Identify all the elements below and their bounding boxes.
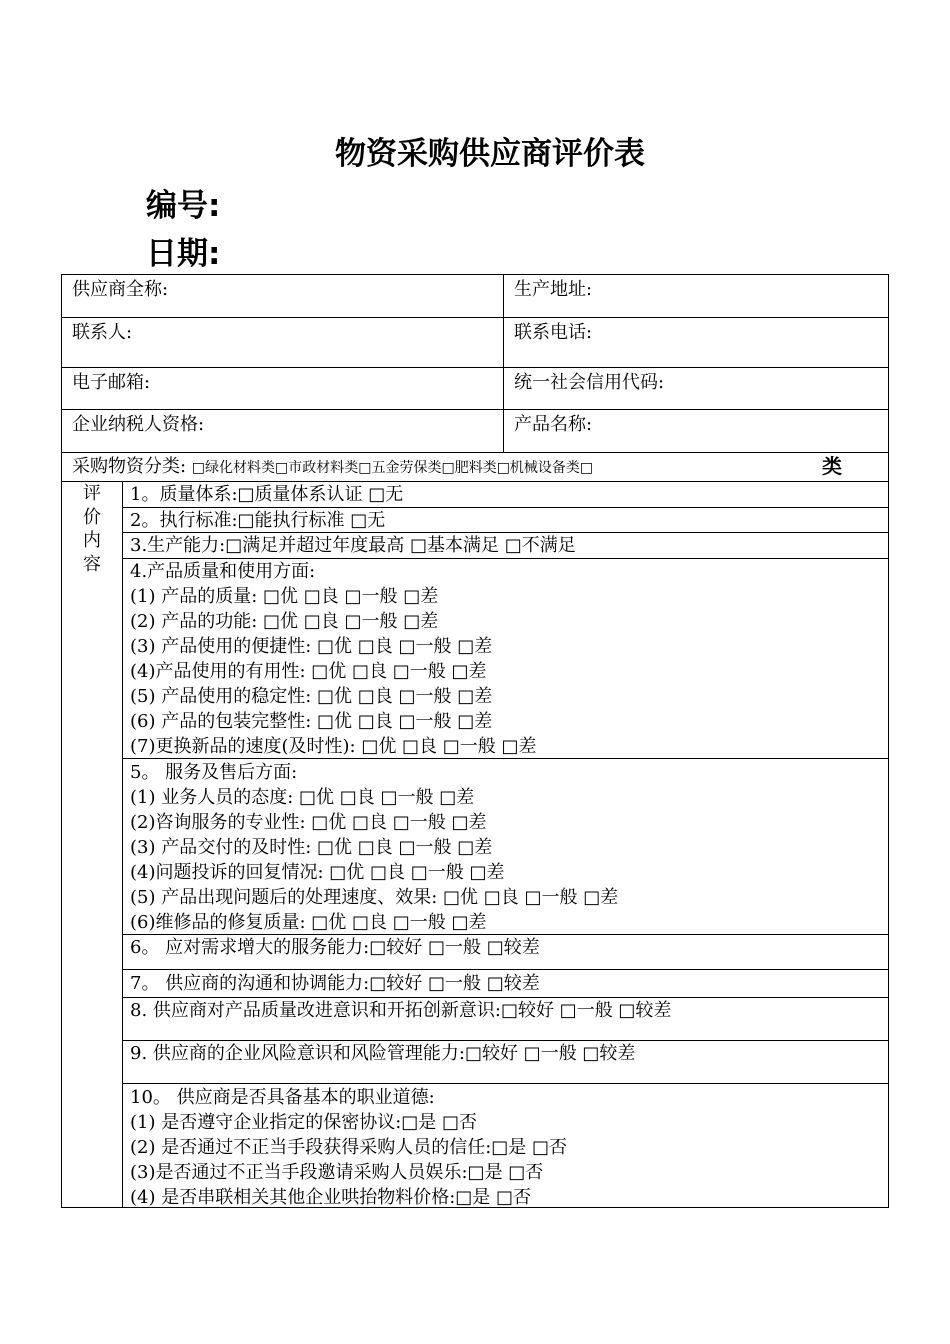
item-capacity[interactable]: 3.生产能力:□满足并超过年度最高 □基本满足 □不满足 <box>130 535 576 556</box>
item-product-quality-block <box>130 559 537 759</box>
item-service-row[interactable]: (4)问题投诉的回复情况: □优 □良 □一般 □差 <box>130 862 505 883</box>
category-options[interactable]: □绿化材料类□市政材料类□五金劳保类□肥料类□机械设备类□ <box>191 460 594 476</box>
item-ethics-row[interactable]: (1) 是否遵守企业指定的保密协议:□是 □否 <box>130 1112 478 1133</box>
contact-person-label: 联系人: <box>72 322 133 343</box>
production-address-label: 生产地址: <box>514 279 593 300</box>
item-innovation[interactable]: 8. 供应商对产品质量改进意识和开拓创新意识:□较好 □一般 □较差 <box>130 1000 672 1021</box>
code-label: 编号: <box>146 188 221 224</box>
item-ethics-heading: 10。 供应商是否具备基本的职业道德: <box>130 1087 435 1108</box>
item-product-quality-row[interactable]: (5) 产品使用的稳定性: □优 □良 □一般 □差 <box>130 686 493 707</box>
category-row <box>72 454 888 481</box>
item-service-row[interactable]: (6)维修品的修复质量: □优 □良 □一般 □差 <box>130 912 487 933</box>
document-title: 物资采购供应商评价表 <box>335 136 645 172</box>
category-label: 采购物资分类: <box>72 456 192 477</box>
item-product-quality-row[interactable]: (7)更换新品的速度(及时性): □优 □良 □一般 □差 <box>130 736 537 757</box>
email-label: 电子邮箱: <box>72 372 151 393</box>
item-demand-capacity[interactable]: 6。 应对需求增大的服务能力:□较好 □一般 □较差 <box>130 937 540 958</box>
category-tail: 类 <box>822 454 842 478</box>
credit-code-label: 统一社会信用代码: <box>514 372 665 393</box>
item-service-block <box>130 760 618 935</box>
item-product-quality-heading: 4.产品质量和使用方面: <box>130 561 316 582</box>
item-service-row[interactable]: (3) 产品交付的及时性: □优 □良 □一般 □差 <box>130 837 493 858</box>
supplier-full-name-label: 供应商全称: <box>72 279 169 300</box>
item-standard[interactable]: 2。执行标准:□能执行标准 □无 <box>130 510 386 531</box>
item-service-heading: 5。 服务及售后方面: <box>130 762 298 783</box>
item-service-row[interactable]: (1) 业务人员的态度: □优 □良 □一般 □差 <box>130 787 475 808</box>
item-service-row[interactable]: (5) 产品出现问题后的处理速度、效果: □优 □良 □一般 □差 <box>130 887 619 908</box>
item-product-quality-row[interactable]: (2) 产品的功能: □优 □良 □一般 □差 <box>130 611 439 632</box>
item-communication[interactable]: 7。 供应商的沟通和协调能力:□较好 □一般 □较差 <box>130 973 540 994</box>
contact-phone-label: 联系电话: <box>514 322 593 343</box>
item-risk-management[interactable]: 9. 供应商的企业风险意识和风险管理能力:□较好 □一般 □较差 <box>130 1043 636 1064</box>
item-ethics-row[interactable]: (3)是否通过不正当手段邀请采购人员娱乐:□是 □否 <box>130 1162 544 1183</box>
evaluation-form <box>61 274 889 1208</box>
product-name-label: 产品名称: <box>514 414 593 435</box>
item-product-quality-row[interactable]: (4)产品使用的有用性: □优 □良 □一般 □差 <box>130 661 487 682</box>
item-product-quality-row[interactable]: (1) 产品的质量: □优 □良 □一般 □差 <box>130 586 439 607</box>
taxpayer-qualification-label: 企业纳税人资格: <box>72 414 205 435</box>
item-product-quality-row[interactable]: (6) 产品的包装完整性: □优 □良 □一般 □差 <box>130 711 493 732</box>
item-ethics-block <box>130 1085 567 1210</box>
item-ethics-row[interactable]: (4) 是否串联相关其他企业哄抬物料价格:□是 □否 <box>130 1187 532 1208</box>
item-quality-system[interactable]: 1。质量体系:□质量体系认证 □无 <box>130 484 404 505</box>
item-product-quality-row[interactable]: (3) 产品使用的便捷性: □优 □良 □一般 □差 <box>130 636 493 657</box>
item-ethics-row[interactable]: (2) 是否通过不正当手段获得采购人员的信任:□是 □否 <box>130 1137 568 1158</box>
evaluation-content-label: 评 价 内 容 <box>83 483 101 575</box>
date-label: 日期: <box>146 236 221 272</box>
item-service-row[interactable]: (2)咨询服务的专业性: □优 □良 □一般 □差 <box>130 812 487 833</box>
